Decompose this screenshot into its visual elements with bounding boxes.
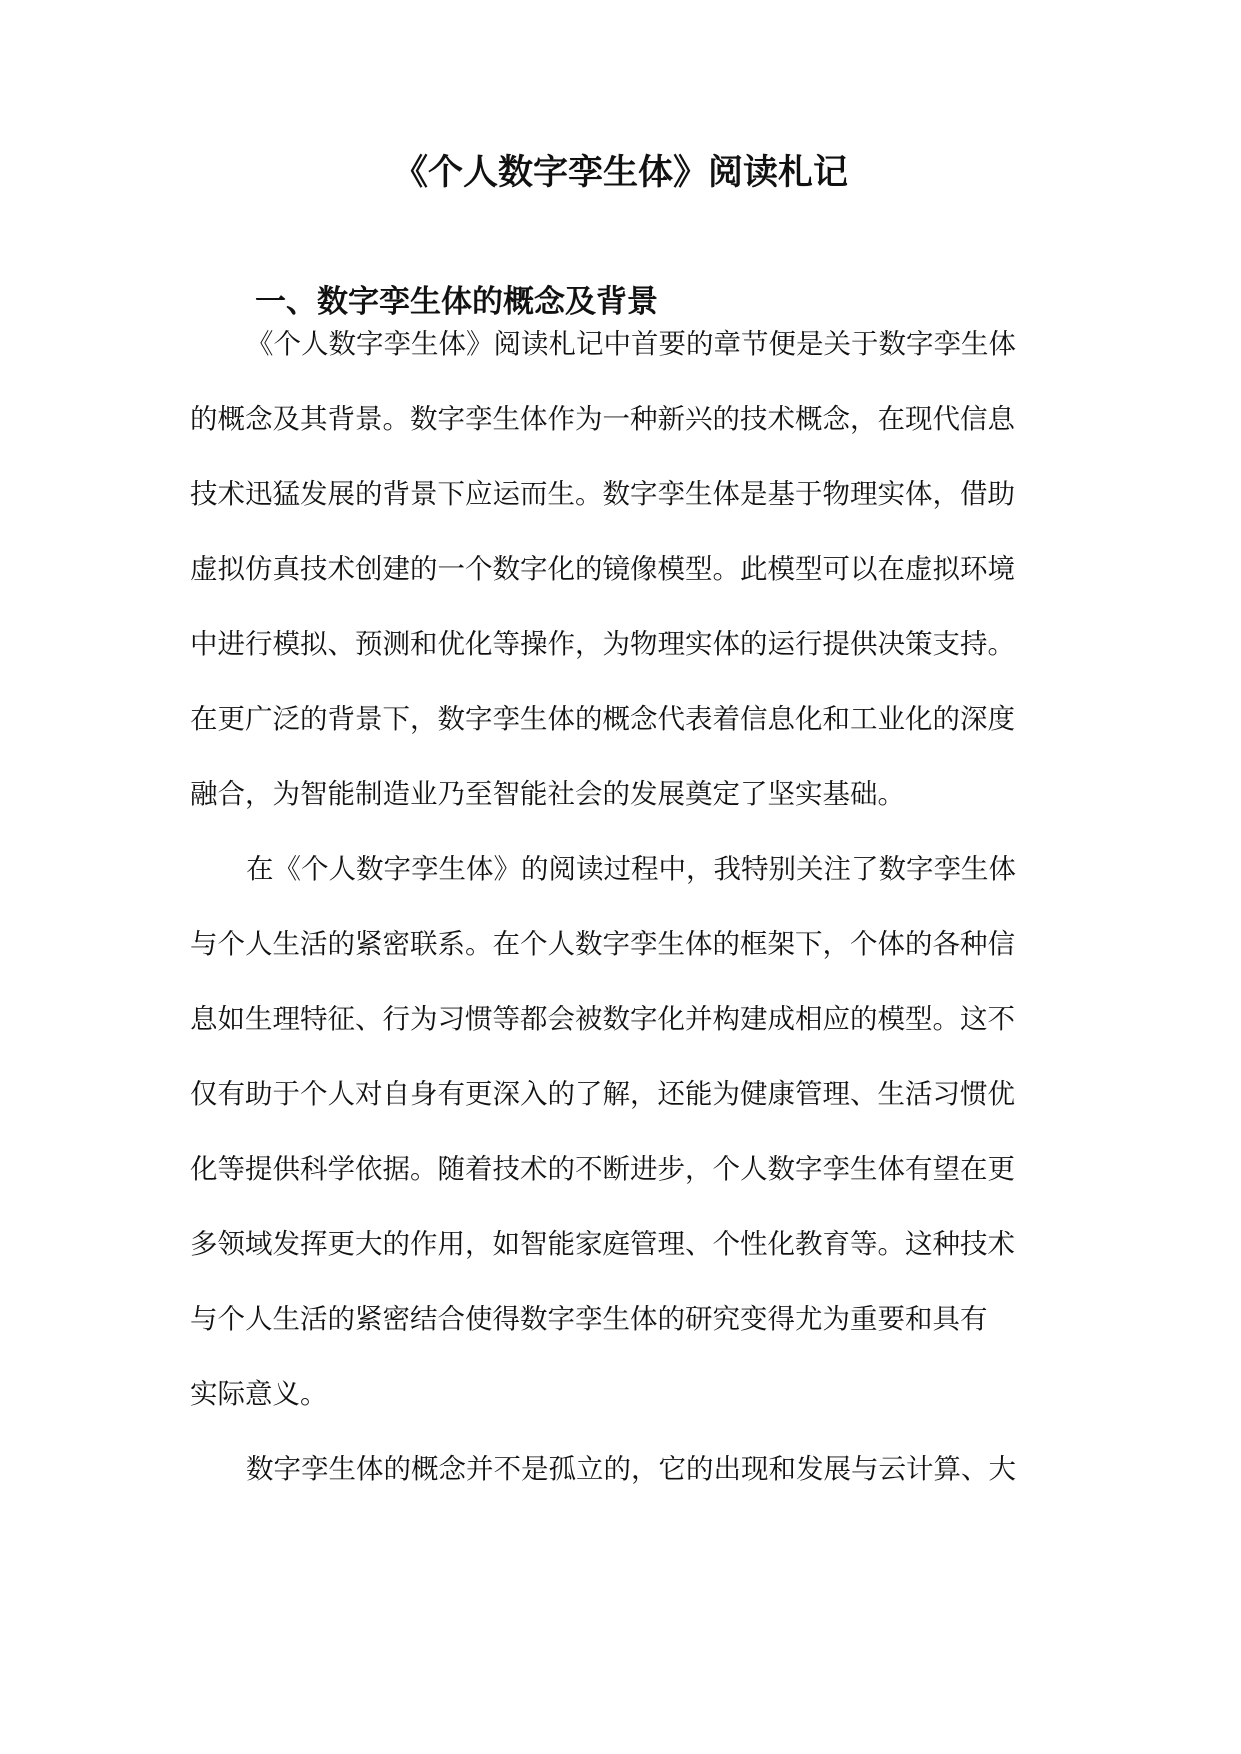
- paragraph-line: 在《个人数字孪生体》的阅读过程中，我特别关注了数字孪生体: [246, 853, 1016, 885]
- paragraph-line: 的概念及其背景。数字孪生体作为一种新兴的技术概念，在现代信息: [190, 403, 1015, 435]
- paragraph-line: 数字孪生体的概念并不是孤立的，它的出现和发展与云计算、大: [246, 1453, 1016, 1485]
- paragraph-line: 与个人生活的紧密结合使得数字孪生体的研究变得尤为重要和具有: [190, 1303, 988, 1335]
- paragraph-line: 息如生理特征、行为习惯等都会被数字化并构建成相应的模型。这不: [190, 1003, 1015, 1035]
- paragraph-line: 中进行模拟、预测和优化等操作，为物理实体的运行提供决策支持。: [190, 628, 1015, 660]
- document-title: 《个人数字孪生体》阅读札记: [392, 152, 848, 193]
- paragraph-line: 融合，为智能制造业乃至智能社会的发展奠定了坚实基础。: [190, 778, 905, 810]
- section-heading: 一、数字孪生体的概念及背景: [255, 284, 658, 320]
- paragraph-line: 实际意义。: [190, 1378, 328, 1410]
- paragraph-line: 与个人生活的紧密联系。在个人数字孪生体的框架下，个体的各种信: [190, 928, 1015, 960]
- paragraph-line: 仅有助于个人对自身有更深入的了解，还能为健康管理、生活习惯优: [190, 1078, 1015, 1110]
- paragraph-line: 《个人数字孪生体》阅读札记中首要的章节便是关于数字孪生体: [246, 328, 1016, 360]
- paragraph-line: 技术迅猛发展的背景下应运而生。数字孪生体是基于物理实体，借助: [190, 478, 1015, 510]
- paragraph-line: 在更广泛的背景下，数字孪生体的概念代表着信息化和工业化的深度: [190, 703, 1015, 735]
- paragraph-line: 化等提供科学依据。随着技术的不断进步，个人数字孪生体有望在更: [190, 1153, 1015, 1185]
- paragraph-line: 虚拟仿真技术创建的一个数字化的镜像模型。此模型可以在虚拟环境: [190, 553, 1015, 585]
- paragraph-line: 多领域发挥更大的作用，如智能家庭管理、个性化教育等。这种技术: [190, 1228, 1015, 1260]
